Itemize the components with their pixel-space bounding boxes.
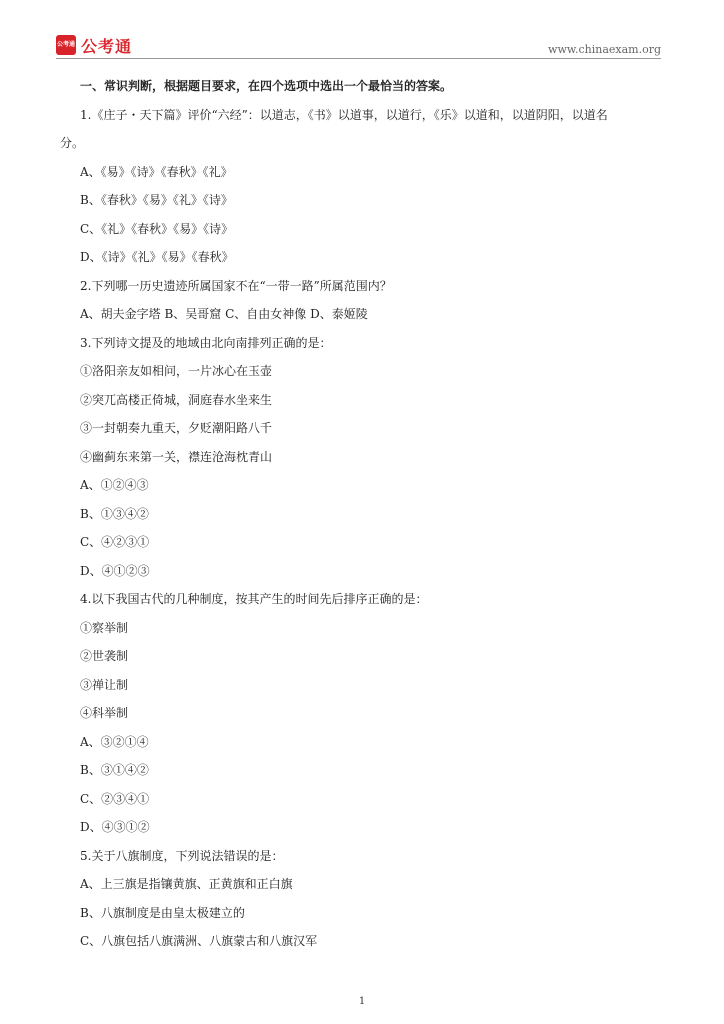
logo-text: 公考通 <box>81 36 133 56</box>
question-5-option-c: C、八旗包括八旗满洲、八旗蒙古和八旗汉军 <box>80 934 318 948</box>
question-4-item-1: ①察举制 <box>80 620 129 635</box>
question-3-option-d: D、④①②③ <box>80 563 150 578</box>
question-4-item-4: ④科举制 <box>80 706 129 720</box>
question-1-stem-line2: 分。 <box>60 136 85 150</box>
document-body <box>60 72 660 956</box>
question-4-stem: 4.以下我国古代的几种制度，按其产生的时间先后排序正确的是： <box>80 592 428 606</box>
question-2-options: A、胡夫金字塔 B、吴哥窟 C、自由女神像 D、泰姬陵 <box>80 307 368 321</box>
question-3-item-2: ②突兀高楼正倚城，洞庭春水坐来生 <box>80 392 273 407</box>
question-4-option-b: B、③①④② <box>80 763 149 777</box>
question-1-option-c: C、《礼》《春秋》《易》《诗》 <box>80 221 234 236</box>
question-3-option-a: A、①②④③ <box>80 478 149 492</box>
question-3-item-4: ④幽蓟东来第一关，襟连沧海枕青山 <box>80 449 273 464</box>
question-1-option-a: A、《易》《诗》《春秋》《礼》 <box>80 164 233 179</box>
brand-logo[interactable] <box>56 34 132 56</box>
question-1-option-d: D、《诗》《礼》《易》《春秋》 <box>80 250 234 264</box>
question-3-option-b: B、①③④② <box>80 506 149 521</box>
question-1-option-b: B、《春秋》《易》《礼》《诗》 <box>80 193 233 207</box>
question-3-stem: 3.下列诗文提及的地域由北向南排列正确的是： <box>80 335 332 350</box>
question-4-item-2: ②世袭制 <box>80 649 129 663</box>
page-header <box>56 34 661 58</box>
header-divider <box>56 58 661 59</box>
logo-badge-icon: 公考通 <box>56 35 76 55</box>
page-number: 1 <box>358 996 366 1007</box>
question-4-option-a: A、③②①④ <box>80 734 149 749</box>
question-5-option-b: B、八旗制度是由皇太极建立的 <box>80 905 245 920</box>
question-3-item-3: ③一封朝奏九重天，夕贬潮阳路八千 <box>80 421 273 435</box>
section-title: 一、常识判断，根据题目要求，在四个选项中选出一个最恰当的答案。 <box>80 79 453 93</box>
question-1-stem-line1: 1.《庄子・天下篇》评价“六经”：以道志，《书》以道事，以道行，《乐》以道和，以道阴阳，以道名 <box>80 107 608 122</box>
question-4-option-c: C、②③④① <box>80 791 150 806</box>
question-5-option-a: A、上三旗是指镶黄旗、正黄旗和正白旗 <box>80 877 293 891</box>
question-3-item-1: ①洛阳亲友如相问，一片冰心在玉壶 <box>80 364 273 378</box>
question-1-stem <box>60 101 660 158</box>
question-5-stem: 5.关于八旗制度，下列说法错误的是： <box>80 848 284 863</box>
site-url[interactable]: www.chinaexam.org <box>548 43 661 56</box>
question-3-option-c: C、④②③① <box>80 535 150 549</box>
question-4-option-d: D、④③①② <box>80 820 150 834</box>
question-4-item-3: ③禅让制 <box>80 677 129 692</box>
question-2-stem: 2.下列哪一历史遗迹所属国家不在“一带一路”所属范围内？ <box>80 278 392 293</box>
